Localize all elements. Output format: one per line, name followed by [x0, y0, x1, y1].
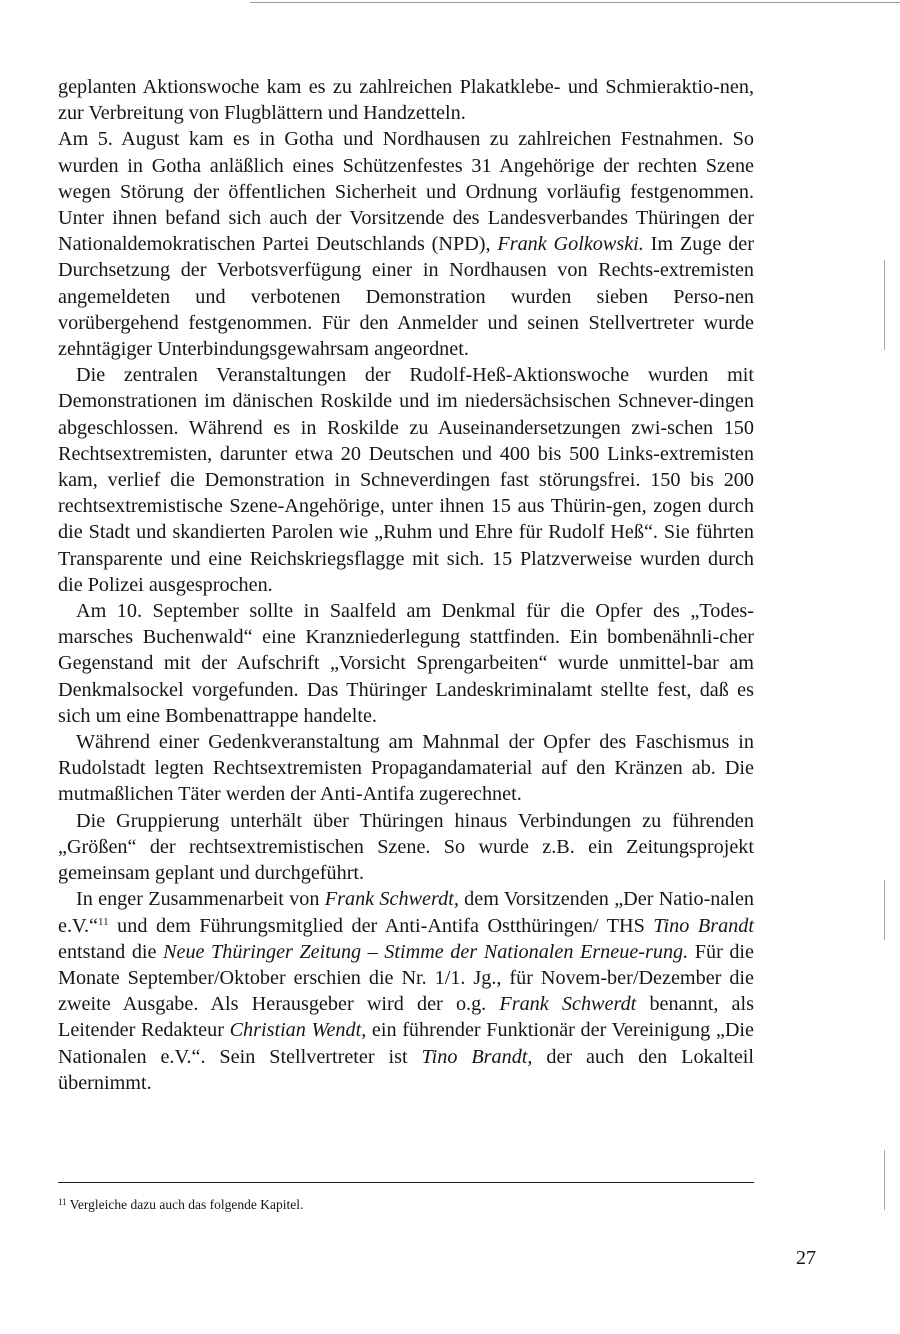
italic-name: Frank Golkowski.	[497, 233, 644, 256]
footnote-separator	[58, 1182, 754, 1183]
body-text	[58, 74, 754, 1096]
text-run: In enger Zusammenarbeit von	[76, 888, 325, 911]
text-run: entstand die	[58, 940, 164, 963]
text-run: benannt, als Leitender Redakteur	[58, 993, 754, 1042]
paragraph	[58, 74, 754, 126]
text-run: Am 10. September sollte in Saalfeld am Denkmal für die Opfer des „Todes-marsches Buchenwald“ eine Kranzniederlegung stattfinden. Ein bombenähnli-cher Gegenstand mit der Aufschrift „Vorsicht Sprengarbeiten“ wurde unmittel-bar am Denkmalsockel vorgefunden. Das Thüringer Landeskriminalamt stellte fest, daß es sich um eine Bombenattrappe handelte.	[58, 600, 754, 727]
paragraph	[58, 126, 754, 362]
text-run: der auch den Lokalteil übernimmt.	[58, 1045, 754, 1094]
text-run: Während einer Gedenkveranstaltung am Mahnmal der Opfer des Faschismus in Rudolstadt legten Rechtsextremisten Propagandamaterial auf den Kränzen ab. Die mutmaßlichen Täter werden der Anti-Antifa zugerechnet.	[58, 731, 754, 806]
italic-name: Tino Brandt	[653, 914, 754, 937]
scan-top-edge-line	[250, 2, 900, 3]
scan-right-edge-mark	[884, 880, 885, 940]
italic-name: Christian Wendt,	[229, 1019, 367, 1042]
paragraph	[58, 729, 754, 808]
text-run: geplanten Aktionswoche kam es zu zahlreichen Plakatklebe- und Schmieraktio-nen, zur Verbreitung von Flugblättern und Handzetteln.	[58, 76, 754, 125]
text-run: Für die Monate September/Oktober erschien die Nr. 1/1. Jg., für Novem-ber/Dezember die zweite Ausgabe. Als Herausgeber wird der o.g.	[58, 940, 754, 1016]
paragraph	[58, 598, 754, 729]
footnote	[58, 1196, 754, 1214]
scan-right-edge-mark	[884, 1150, 885, 1210]
paragraph	[58, 886, 754, 1096]
text-run: Am 5. August kam es in Gotha und Nordhausen zu zahlreichen Festnahmen. So wurden in Gotha anläßlich eines Schützenfestes 31 Angehörige der rechten Szene wegen Störung der öffentlichen Sicherheit und Ordnung vorläufig festgenommen. Unter ihnen befand sich auch der Vorsitzende des Landesverbandes Thüringen der Nationaldemokratischen Partei Deutschlands (NPD),	[58, 128, 754, 256]
text-run: ein führender Funktionär der Vereinigung „Die Nationalen e.V.“. Sein Stellvertreter ist	[58, 1019, 754, 1068]
paragraph	[58, 808, 754, 887]
footnote-text: Vergleiche dazu auch das folgende Kapitel.	[69, 1197, 304, 1212]
italic-name: Frank Schwerdt	[499, 993, 637, 1016]
text-run: Die Gruppierung unterhält über Thüringen hinaus Verbindungen zu führenden „Größen“ der rechtsextremistischen Szene. So wurde z.B. ein Zeitungsprojekt gemeinsam geplant und durchgeführt.	[58, 809, 754, 885]
scan-right-edge-mark	[884, 260, 885, 350]
footnote-reference: 11	[98, 915, 109, 928]
paragraph	[58, 362, 754, 598]
footnote-marker: 11	[58, 1197, 67, 1207]
italic-name: Tino Brandt,	[421, 1045, 533, 1068]
text-run: dem Vorsitzenden „Der Natio-nalen e.V.“	[58, 888, 755, 937]
text-run: Im Zuge der Durchsetzung der Verbotsverfügung einer in Nordhausen von Rechts-extremisten angemeldeten und verbotenen Demonstration wurden sieben Perso-nen vorübergehend festgenommen. Für den Anmelder und seinen Stellvertreter wurde zehntägiger Unterbindungsgewahrsam angeordnet.	[58, 233, 754, 361]
text-run: Die zentralen Veranstaltungen der Rudolf-Heß-Aktionswoche wurden mit Demonstrationen im dänischen Roskilde und im niedersächsischen Schnever-dingen abgeschlossen. Während es in Roskilde zu Auseinandersetzungen zwi-schen 150 Rechtsextremisten, darunter etwa 20 Deutschen und 400 bis 500 Links-extremisten kam, verlief die Demonstration in Schneverdingen fast störungsfrei. 150 bis 200 rechtsextremistische Szene-Angehörige, unter ihnen 15 aus Thürin-gen, zogen durch die Stadt und skandierten Parolen wie „Ruhm und Ehre für Rudolf Heß“. Sie führten Transparente und eine Reichskriegsflagge mit sich. 15 Platzverweise wurden durch die Polizei ausgesprochen.	[58, 364, 754, 596]
italic-name: Frank Schwerdt,	[324, 888, 459, 911]
page-number: 27	[796, 1247, 816, 1269]
italic-name: Neue Thüringer Zeitung – Stimme der Nationalen Erneue-rung.	[163, 940, 689, 963]
text-run: und dem Führungsmitglied der Anti-Antifa Ostthüringen/ THS	[108, 914, 654, 937]
